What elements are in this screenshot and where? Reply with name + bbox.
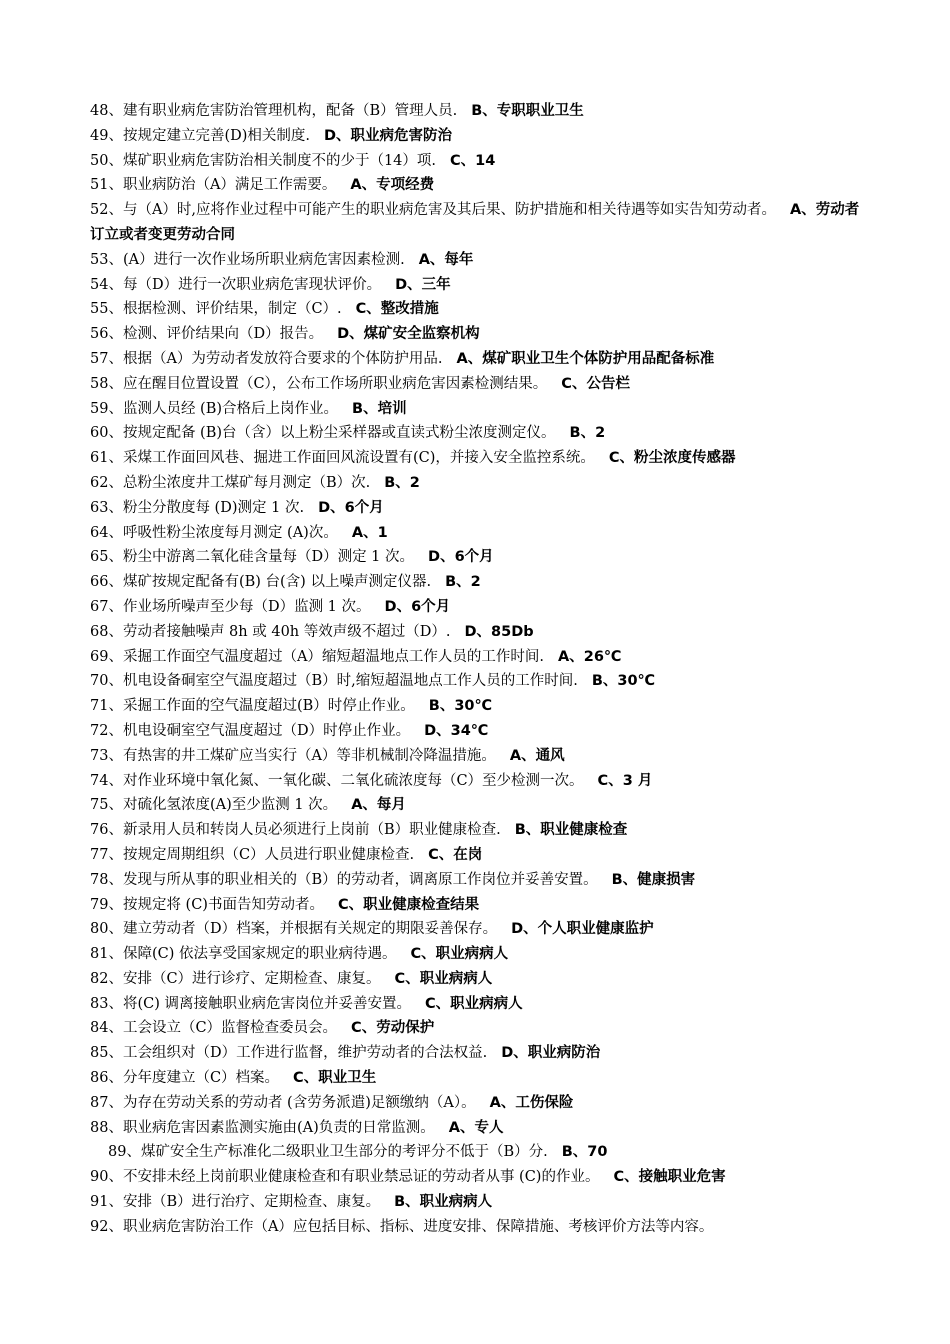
- question-item: [90, 347, 870, 372]
- question-text: 60、按规定配备 (B)台（含）以上粉尘采样器或直读式粉尘浓度测定仪。: [90, 425, 556, 442]
- answer-text: B、30℃: [428, 698, 493, 715]
- question-item: [90, 198, 870, 248]
- answer-text: C、职业健康检查结果: [337, 896, 480, 913]
- question-text: 56、检测、评价结果向（D）报告。: [90, 326, 324, 343]
- question-text: 49、按规定建立完善(D)相关制度.: [90, 127, 310, 144]
- question-item: [90, 124, 870, 149]
- question-text: 63、粉尘分散度每 (D)测定 1 次.: [90, 499, 305, 516]
- question-text: 67、作业场所噪声至少每（D）监测 1 次。: [90, 598, 371, 615]
- question-item: [90, 992, 870, 1017]
- answer-text: B、培训: [352, 400, 407, 417]
- question-text: 86、分年度建立（C）档案。: [90, 1070, 280, 1087]
- answer-text: D、职业病危害防治: [324, 127, 453, 144]
- answer-text: D、6个月: [384, 598, 451, 615]
- question-item: [90, 645, 870, 670]
- question-item: [90, 793, 870, 818]
- question-item: [90, 1016, 870, 1041]
- answer-text: C、劳动保护: [351, 1020, 435, 1037]
- answer-text: D、6个月: [318, 499, 384, 516]
- answer-text: C、接触职业危害: [613, 1169, 726, 1186]
- question-text: 65、粉尘中游离二氧化硅含量每（D）测定 1 次。: [90, 549, 415, 566]
- question-text: 57、根据（A）为劳动者发放符合要求的个体防护用品.: [90, 350, 443, 367]
- question-text: 88、职业病危害因素监测实施由(A)负责的日常监测。: [90, 1119, 435, 1136]
- answer-text: C、职业卫生: [293, 1070, 377, 1087]
- question-item: [90, 421, 870, 446]
- answer-text: D、85Db: [464, 623, 534, 640]
- answer-text: A、26℃: [558, 648, 622, 665]
- answer-text: D、三年: [395, 276, 451, 293]
- question-text: 80、建立劳动者（D）档案，并根据有关规定的期限妥善保存。: [90, 921, 498, 938]
- question-text: 62、总粉尘浓度井工煤矿每月测定（B）次.: [90, 474, 371, 491]
- question-item: [90, 446, 870, 471]
- answer-text: C、3 月: [597, 772, 653, 789]
- question-item: [90, 868, 870, 893]
- question-text: 66、煤矿按规定配备有(B) 台(含) 以上噪声测定仪器.: [90, 574, 432, 591]
- question-text: 81、保障(C) 依法享受国家规定的职业病待遇。: [90, 946, 397, 963]
- question-item: [90, 1116, 870, 1141]
- question-item: [90, 1215, 870, 1240]
- question-item: [90, 372, 870, 397]
- answer-text: C、整改措施: [355, 301, 439, 318]
- answer-text: B、30℃: [591, 673, 656, 690]
- answer-text: B、2: [569, 425, 606, 442]
- question-item: [90, 595, 870, 620]
- question-text: 69、采掘工作面空气温度超过（A）缩短超温地点工作人员的工作时间.: [90, 648, 545, 665]
- question-item: [90, 496, 870, 521]
- answer-text: B、2: [445, 574, 481, 591]
- question-item: [90, 173, 870, 198]
- question-text: 85、工会组织对（D）工作进行监督，维护劳动者的合法权益.: [90, 1045, 488, 1062]
- question-item: [90, 1165, 870, 1190]
- answer-text: C、14: [450, 152, 496, 169]
- question-item: [90, 99, 870, 124]
- question-text: 68、劳动者接触噪声 8h 或 40h 等效声级不超过（D）.: [90, 623, 451, 640]
- question-text: 87、为存在劳动关系的劳动者 (含劳务派遣)足额缴纳（A）。: [90, 1094, 476, 1111]
- question-text: 54、每（D）进行一次职业病危害现状评价。: [90, 276, 382, 293]
- question-item: [90, 620, 870, 645]
- answer-text: A、每年: [418, 251, 474, 268]
- answer-text: A、通风: [509, 747, 565, 764]
- question-text: 53、(A）进行一次作业场所职业病危害因素检测.: [90, 251, 405, 268]
- answer-text: B、职业病病人: [394, 1194, 493, 1211]
- question-item: [90, 397, 870, 422]
- question-item: [90, 273, 870, 298]
- answer-text: D、个人职业健康监护: [511, 921, 654, 938]
- question-item: [90, 893, 870, 918]
- question-item: [90, 917, 870, 942]
- question-item: [90, 942, 870, 967]
- question-item: [90, 149, 870, 174]
- question-item: [90, 694, 870, 719]
- question-text: 84、工会设立（C）监督检查委员会。: [90, 1020, 338, 1037]
- question-text: 71、采掘工作面的空气温度超过(B）时停止作业。: [90, 698, 415, 715]
- question-item: [90, 322, 870, 347]
- question-item: [90, 521, 870, 546]
- question-item: [90, 744, 870, 769]
- question-item: [90, 297, 870, 322]
- answer-text: B、职业健康检查: [514, 822, 628, 839]
- question-text: 90、不安排未经上岗前职业健康检查和有职业禁忌证的劳动者从事 (C)的作业。: [90, 1169, 600, 1186]
- question-item: [90, 769, 870, 794]
- answer-text: C、职业病病人: [410, 946, 509, 963]
- answer-text: A、劳动者订立或者变更劳动合同: [90, 202, 860, 243]
- question-item: [90, 843, 870, 868]
- question-item: [90, 967, 870, 992]
- question-text: 77、按规定周期组织（C）人员进行职业健康检查.: [90, 846, 415, 863]
- answer-text: A、每月: [351, 797, 406, 814]
- question-text: 74、对作业环境中氧化氮、一氧化碳、二氧化硫浓度每（C）至少检测一次。: [90, 772, 584, 789]
- question-text: 61、采煤工作面回风巷、掘进工作面回风流设置有(C)，并接入安全监控系统。: [90, 450, 595, 467]
- question-text: 91、安排（B）进行治疗、定期检查、康复。: [90, 1194, 381, 1211]
- question-item: [90, 719, 870, 744]
- question-text: 82、安排（C）进行诊疗、定期检查、康复。: [90, 970, 381, 987]
- question-text: 70、机电设备硐室空气温度超过（B）时,缩短超温地点工作人员的工作时间.: [90, 673, 578, 690]
- question-text: 50、煤矿职业病危害防治相关制度不的少于（14）项.: [90, 152, 437, 169]
- question-text: 52、与（A）时,应将作业过程中可能产生的职业病危害及其后果、防护措施和相关待遇等如实告知劳动者。: [90, 202, 777, 219]
- answer-text: D、34℃: [424, 722, 489, 739]
- question-text: 75、对硫化氢浓度(A)至少监测 1 次。: [90, 797, 338, 814]
- question-item: [90, 669, 870, 694]
- question-text: 72、机电设硐室空气温度超过（D）时停止作业。: [90, 722, 411, 739]
- answer-text: D、煤矿安全监察机构: [337, 326, 480, 343]
- answer-text: C、公告栏: [561, 375, 630, 392]
- answer-text: B、专职职业卫生: [471, 103, 584, 119]
- question-text: 83、将(C) 调离接触职业病危害岗位并妥善安置。: [90, 995, 411, 1012]
- question-item: [90, 1190, 870, 1215]
- question-text: 76、新录用人员和转岗人员必须进行上岗前（B）职业健康检查.: [90, 822, 501, 839]
- answer-text: C、在岗: [428, 846, 483, 863]
- question-text: 51、职业病防治（A）满足工作需要。: [90, 177, 337, 194]
- question-item: [90, 1066, 870, 1091]
- answer-text: B、70: [561, 1144, 608, 1161]
- question-text: 59、监测人员经 (B)合格后上岗作业。: [90, 400, 339, 417]
- question-item: [90, 545, 870, 570]
- question-text: 92、职业病危害防治工作（A）应包括目标、指标、进度安排、保障措施、考核评价方法等内容。: [90, 1218, 714, 1235]
- question-item: [90, 1041, 870, 1066]
- answer-text: A、专项经费: [350, 177, 435, 194]
- answer-text: A、煤矿职业卫生个体防护用品配备标准: [456, 350, 715, 367]
- question-item: [90, 818, 870, 843]
- question-text: 79、按规定将 (C)书面告知劳动者。: [90, 896, 324, 913]
- answer-text: B、2: [384, 474, 420, 491]
- answer-text: C、职业病病人: [424, 995, 523, 1012]
- question-list: [90, 99, 870, 1240]
- question-text: 64、呼吸性粉尘浓度每月测定 (A)次。: [90, 524, 338, 541]
- answer-text: B、健康损害: [611, 871, 696, 888]
- answer-text: A、1: [351, 524, 388, 541]
- question-item: [90, 1091, 870, 1116]
- answer-text: A、专人: [448, 1119, 504, 1136]
- answer-text: C、职业病病人: [394, 970, 493, 987]
- question-text: 78、发现与所从事的职业相关的（B）的劳动者，调离原工作岗位并妥善安置。: [90, 871, 598, 888]
- question-item: [90, 1140, 870, 1165]
- answer-text: C、粉尘浓度传感器: [608, 450, 736, 467]
- answer-text: D、职业病防治: [501, 1045, 601, 1062]
- answer-text: D、6个月: [428, 549, 494, 566]
- question-item: [90, 248, 870, 273]
- question-item: [90, 471, 870, 496]
- question-text: 58、应在醒目位置设置（C），公布工作场所职业病危害因素检测结果。: [90, 375, 548, 392]
- question-text: 73、有热害的井工煤矿应当实行（A）等非机械制冷降温措施。: [90, 747, 496, 764]
- question-text: 48、建有职业病危害防治管理机构，配备（B）管理人员.: [90, 103, 458, 119]
- answer-text: A、工伤保险: [489, 1094, 574, 1111]
- question-text: 89、煤矿安全生产标准化二级职业卫生部分的考评分不低于（B）分.: [108, 1144, 548, 1161]
- question-text: 55、根据检测、评价结果，制定（C）.: [90, 301, 342, 318]
- question-item: [90, 570, 870, 595]
